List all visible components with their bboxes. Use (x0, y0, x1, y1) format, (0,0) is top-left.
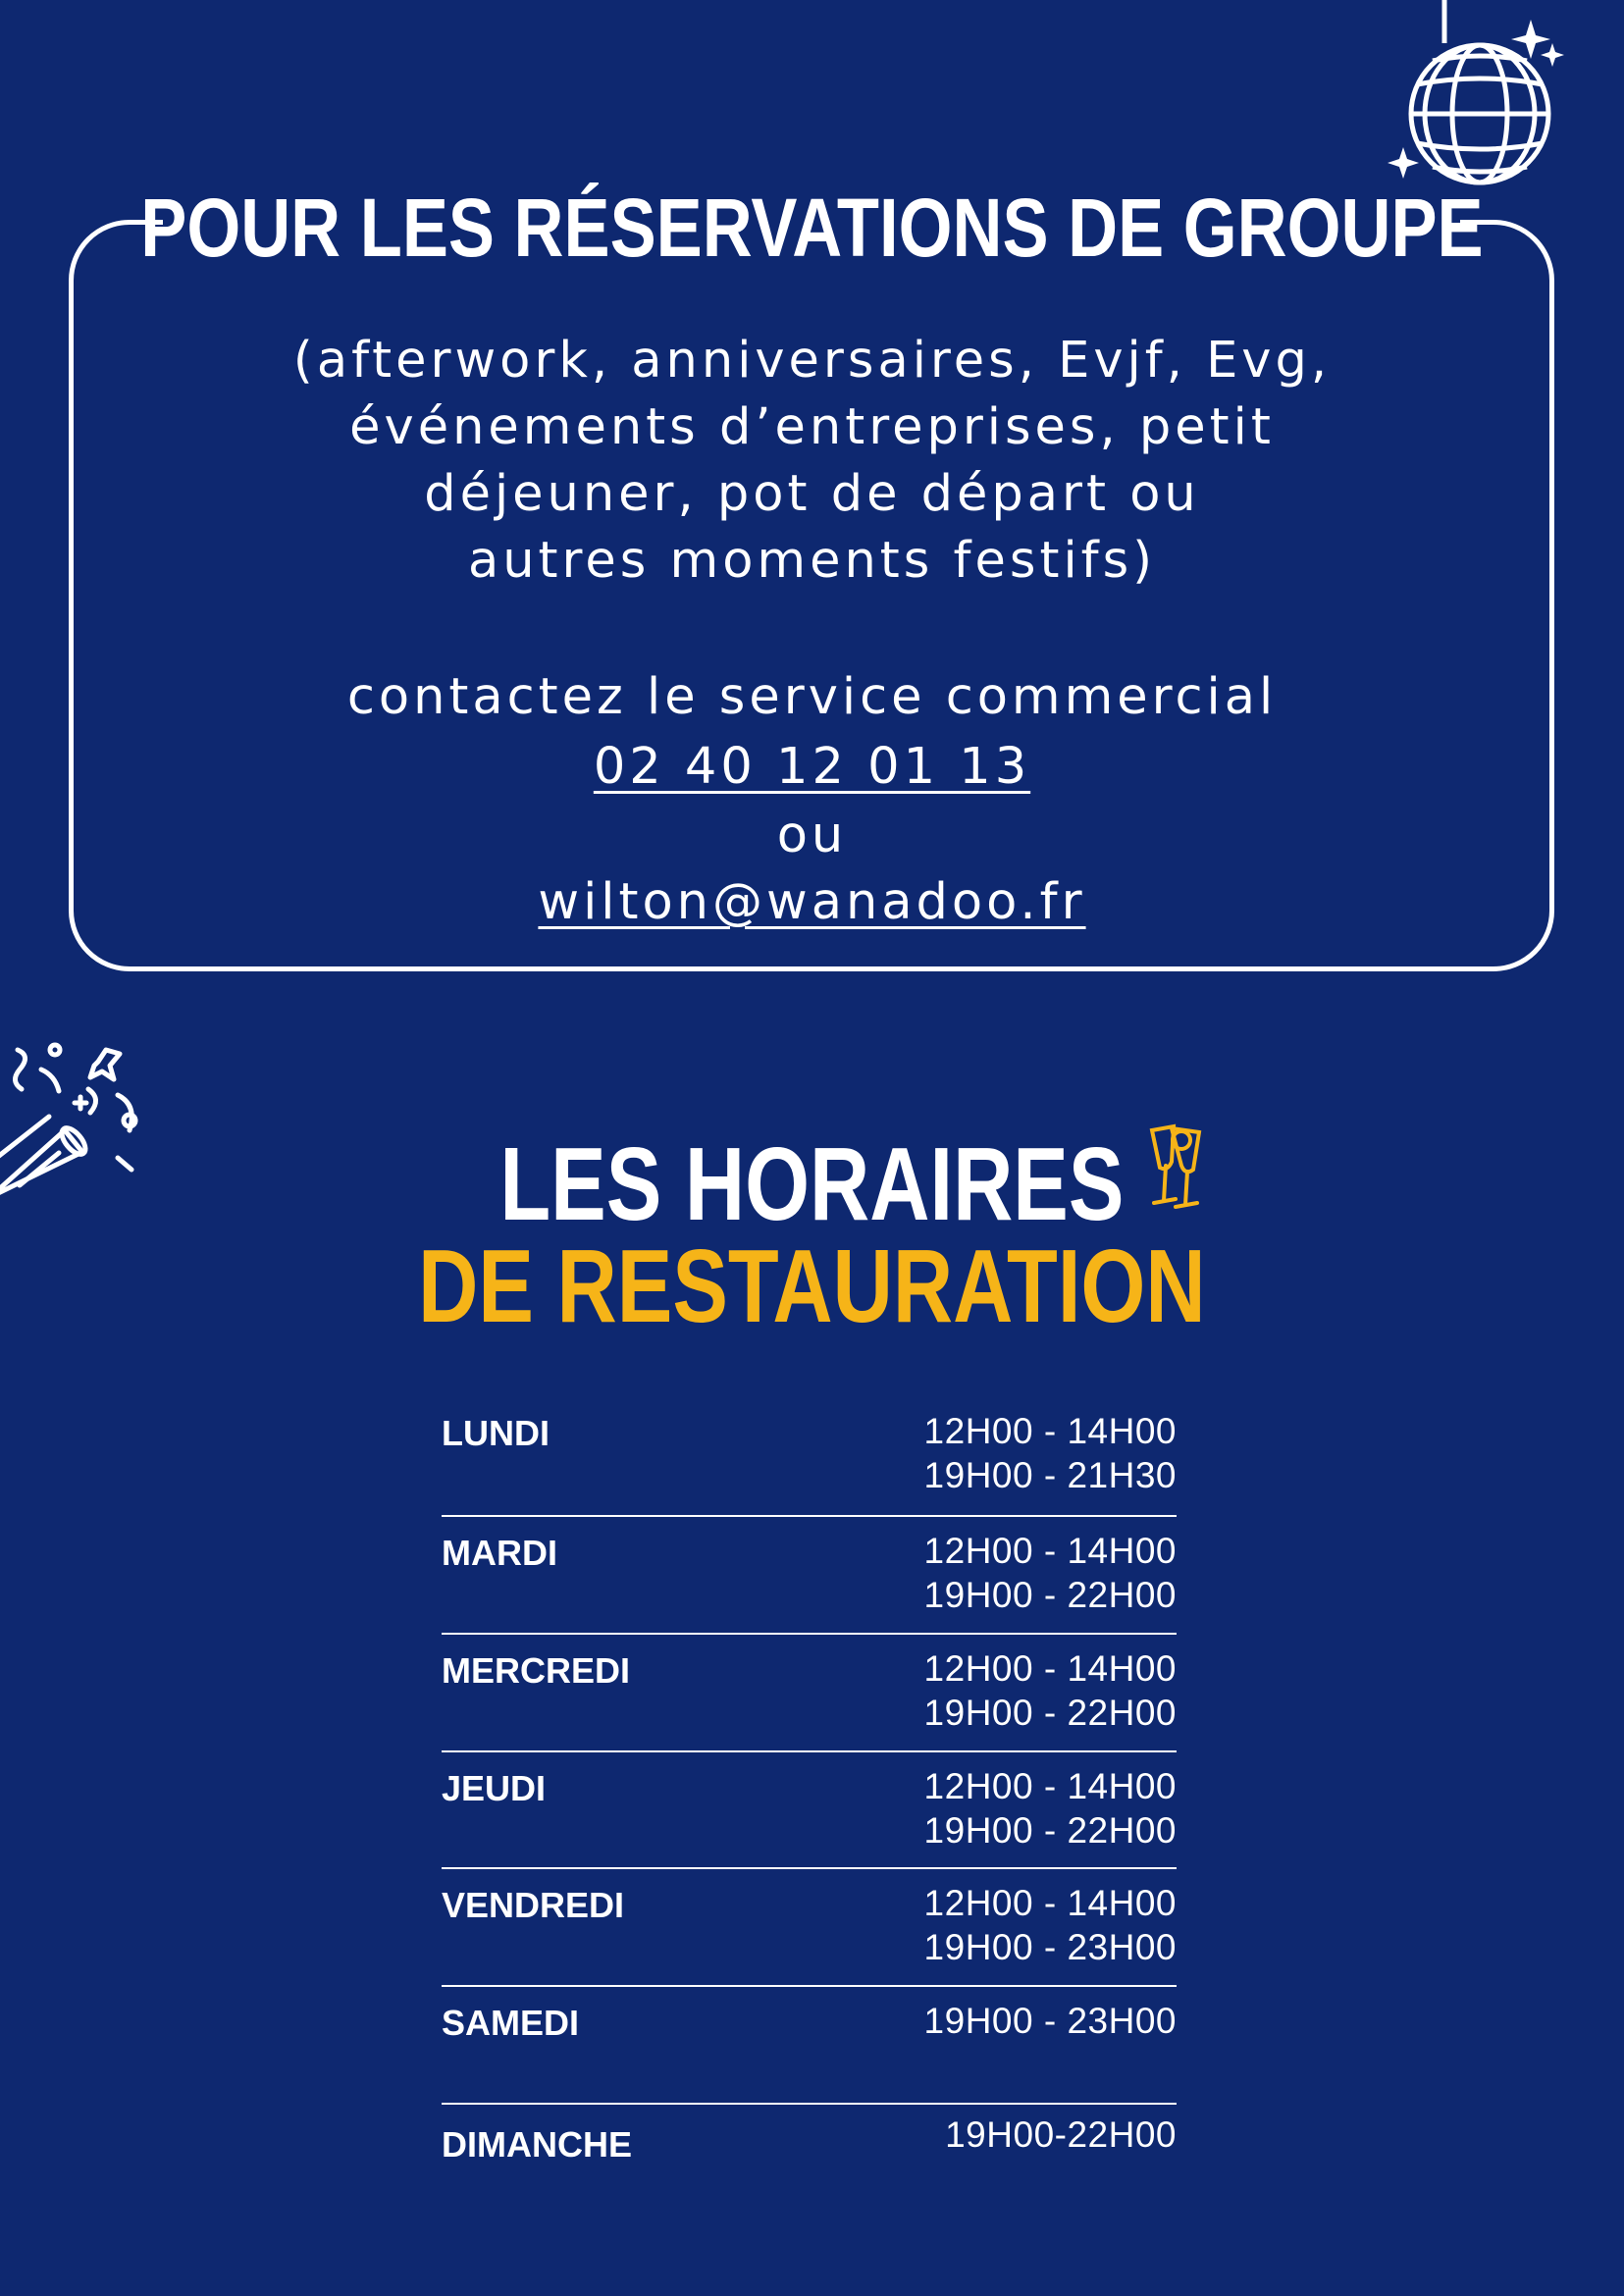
group-reservation-title: POUR LES RÉSERVATIONS DE GROUPE (140, 182, 1484, 274)
phone-link[interactable]: 02 40 12 01 13 (593, 738, 1031, 796)
time-slot: 12H00 - 14H00 (923, 1411, 1177, 1451)
time-slot: 19H00 - 23H00 (923, 2001, 1177, 2041)
email-address (196, 869, 1428, 936)
time-slots (924, 1646, 1177, 1735)
day-label: MARDI (442, 1533, 557, 1573)
time-slot: 12H00 - 14H00 (923, 1531, 1177, 1571)
time-slot: 12H00 - 14H00 (923, 1648, 1177, 1689)
time-slots (924, 1881, 1177, 1969)
champagne-glasses-icon (1138, 1119, 1217, 1217)
schedule-row (442, 1517, 1177, 1635)
phone-number (196, 734, 1428, 801)
events-line: déjeuner, pot de départ ou (424, 465, 1200, 523)
time-slots (924, 1764, 1177, 1852)
events-line: autres moments festifs) (467, 532, 1157, 590)
time-slots (924, 1529, 1177, 1617)
day-label: SAMEDI (442, 2003, 580, 2043)
contact-label: contactez le service commercial (346, 668, 1278, 726)
day-label: JEUDI (442, 1768, 547, 1808)
schedule-row (442, 1987, 1177, 2105)
time-slots (945, 2113, 1177, 2157)
day-label: LUNDI (442, 1413, 550, 1453)
disco-ball-icon (1393, 0, 1570, 196)
time-slot: 12H00 - 14H00 (923, 1766, 1177, 1806)
time-slot: 19H00 - 21H30 (923, 1455, 1177, 1495)
schedule-row (442, 1752, 1177, 1869)
day-label: VENDREDI (442, 1885, 625, 1925)
time-slot: 19H00-22H00 (945, 2114, 1177, 2155)
schedule-row (442, 2105, 1177, 2193)
party-popper-icon (0, 1011, 147, 1207)
day-label: MERCREDI (442, 1650, 631, 1691)
events-line: événements d’entreprises, petit (349, 398, 1275, 456)
email-link[interactable]: wilton@wanadoo.fr (538, 873, 1086, 931)
or-label: ou (776, 807, 848, 864)
time-slot: 19H00 - 23H00 (923, 1927, 1177, 1967)
time-slot: 19H00 - 22H00 (923, 1693, 1177, 1733)
hours-title-line2: DE RESTAURATION (418, 1228, 1206, 1344)
group-events-description (196, 328, 1428, 595)
time-slot: 19H00 - 22H00 (923, 1575, 1177, 1615)
hours-title-line1: LES HORAIRES (499, 1126, 1125, 1242)
schedule-row (442, 1635, 1177, 1752)
events-line: (afterwork, anniversaires, Evjf, Evg, (292, 332, 1332, 390)
schedule-row (442, 1869, 1177, 1987)
day-label: DIMANCHE (442, 2124, 632, 2165)
time-slot: 19H00 - 22H00 (923, 1810, 1177, 1851)
time-slot: 12H00 - 14H00 (923, 1883, 1177, 1923)
time-slots (924, 1409, 1177, 1497)
schedule-row (442, 1397, 1177, 1517)
schedule-table (442, 1397, 1177, 2193)
time-slots (924, 1999, 1177, 2043)
